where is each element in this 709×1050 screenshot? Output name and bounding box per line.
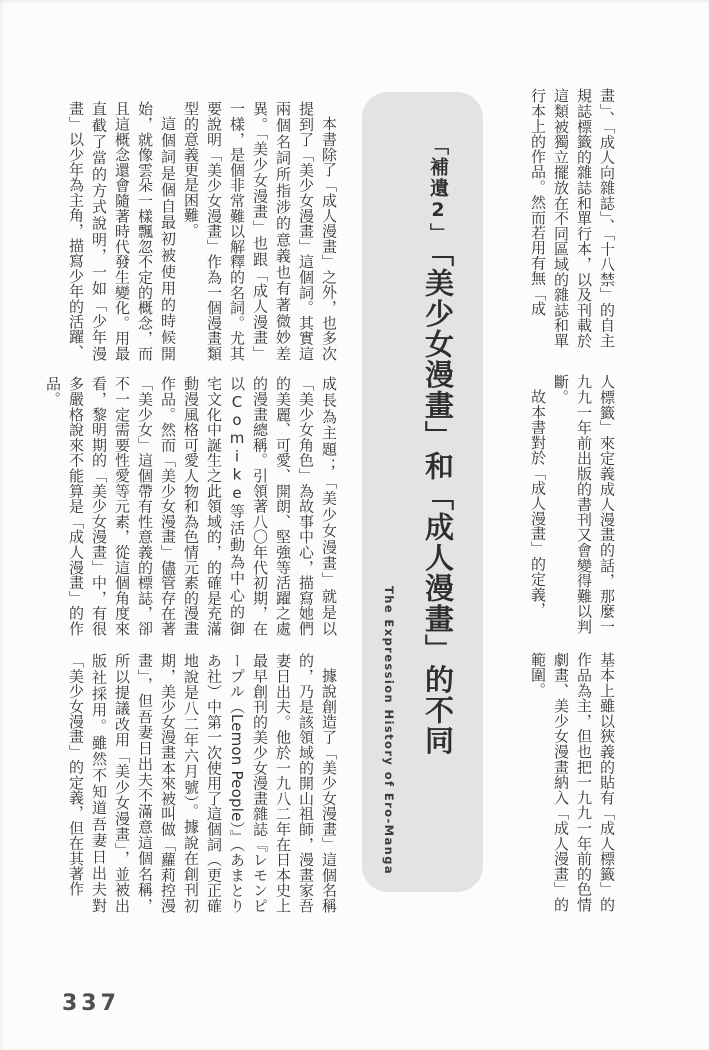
main-section-row-1 <box>64 101 340 361</box>
latin-word-comike: Comike <box>228 392 246 502</box>
paragraph: 據說創造了「美少女漫畫」這個名稱的，乃是該領域的開山祖師，漫畫家吾妻日出夫。他於一九八二年在日本史上最早創刊的美少女漫畫雜誌『レモンピープル（Lemon People）』（あまとりあ社）中第一次使用了這個詞（更正確地說是八二年六月號）。據說在創刊初期，美少女漫畫本來被叫做「蘿莉控漫畫」，但吾妻日出夫不滿意這個名稱，所以提議改用「美少女漫畫」，並被出版社採用。雖然不知道吾妻日出夫對「美少女漫畫」的定義，但在其著作 <box>67 653 338 913</box>
prev-section-row-1 <box>526 88 618 348</box>
paragraph: 畫」、「成人向雜誌」、「十八禁」的自主規誌標籤的雜誌和單行本，以及刊載於這類被獨立擺放在不同區域的雜誌和單行本上的作品。然而若用有無「成 <box>529 88 616 348</box>
paragraph: 故本書對於「成人漫畫」的定義， <box>529 389 547 617</box>
paragraph: 基本上雖以狹義的貼有「成人標籤」的作品為主，但也把一九九一年前的色情劇畫、美少女漫畫納入「成人漫畫」的範圍。 <box>529 652 616 912</box>
section-title <box>418 136 459 756</box>
paragraph: 成長為主題；「美少女漫畫」就是以「美少女角色」為故事中心，描寫她們的美麗、可愛、開朗、堅強等活躍之處的漫畫總稱。引領著八〇年代初期，在以Comike等活動為中心的御宅文化中誕生之此領域的，的確是充滿動漫風格可愛人物和為色情元素的漫畫作品。然而「美少女漫畫」儘管存在著「美少女」這個帶有性意義的標誌，卻不一定需要性愛等元素，從這個角度來看，黎明期的「美少女漫畫」中，有很多嚴格說來不能算是「成人漫畫」的作品。 <box>44 376 338 636</box>
prev-section-row-3 <box>526 652 618 912</box>
paragraph: 這個詞是個自最初被使用的時候開始，就像雲朵一樣飄忽不定的概念，而且這概念還會隨著時代發生變化。用最直截了當的方式說明，一如「少年漫畫」以少年為主角，描寫少年的活躍、 <box>67 101 177 361</box>
main-section-row-2 <box>41 376 340 636</box>
section-title-text: 「美少女漫畫」和「成人漫畫」的不同 <box>421 252 455 756</box>
prev-section-row-2 <box>526 374 618 634</box>
section-subtitle-english: The Expression History of Ero-Manga <box>382 586 396 876</box>
paragraph: 本書除了「成人漫畫」之外，也多次提到了「美少女漫畫」這個詞。其實這兩個名詞所指涉的意義也有著微妙差異。「美少女漫畫」也跟「成人漫畫」一樣，是個非常難以解釋的名詞。尤其要說明「美少女漫畫」作為一個漫畫類型的意義更是困難。 <box>182 101 338 361</box>
section-title-prefix: 「補遺2」 <box>427 136 449 244</box>
section-title-banner <box>362 92 483 892</box>
page-number: 337 <box>62 991 120 1016</box>
main-section-row-3 <box>64 653 340 913</box>
paragraph: 人標籤」來定義成人漫畫的話，那麼一九九一年前出版的書刊又會變得難以判斷。 <box>552 374 616 634</box>
